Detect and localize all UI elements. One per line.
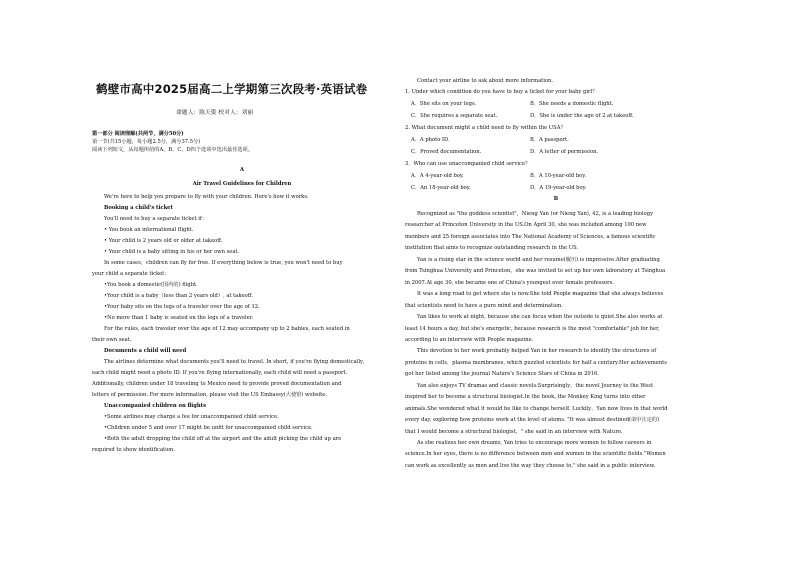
question-stem: 2. What document might a child need to fly within the USA？: [405, 125, 566, 131]
passage-line: according to an interview with People magazine.: [405, 336, 534, 343]
passage-line: •Your baby sits on the legs of a traveler over the age of 12.: [104, 304, 260, 311]
question-lead: Contact your airline to ask about more information.: [417, 78, 554, 84]
passage-line: inspired her to become a structural biologist.In the book, the Monkey King turns into other: [405, 394, 646, 401]
passage-line: This devotion to her work probably helped Yan in her research to identify the structures of: [417, 348, 657, 355]
passage-b-letter: B: [553, 196, 559, 202]
passage-line: •Some airlines may charge a fee for unaccompanied child service.: [104, 414, 279, 421]
answer-option[interactable]: A．She sits on your legs.: [411, 101, 477, 107]
passage-line: your child a separate ticket：: [92, 271, 170, 278]
passage-line: For the rules, each traveler over the age of 12 may accompany up to 2 babies, each seated in: [104, 326, 350, 333]
passage-line: every day, exploring how proteins work at the level of atoms. "It was almost destined(命中注定的): [405, 417, 660, 424]
passage-line: Yan also enjoys TV dramas and classic novels.Surprisingly，the novel Journey to the West: [417, 382, 654, 389]
passage-line: We're here to help you prepare to fly with your children. Here's how it works.: [104, 194, 309, 200]
passage-line: can work as excellently as men and live the way they choose to," she said in a public interview.: [405, 462, 656, 469]
answer-option[interactable]: B．A 10-year-old boy.: [530, 173, 587, 179]
passage-line: least 14 hours a day, but she's energetic, because research is the most "comfortable" job for her,: [405, 325, 660, 332]
passage-line: from Tsinghua University and Princeton，she was invited to set up her own laboratory at Tsinghua: [405, 268, 666, 275]
passage-line: In some cases，children can fly for free. If everything below is true, you won't need to buy: [104, 260, 343, 267]
answer-option[interactable]: C．Proved documentation.: [411, 149, 482, 155]
passage-line: science.In her eyes, there is no difference between men and women in the scientific fields."Women: [405, 451, 666, 458]
answer-option[interactable]: D．She is under the age of 2 at takeoff.: [530, 113, 634, 119]
passage-line: Recognized as "the goddess scientist"，Nieng Yan (or Nieng Yan), 42, is a leading biology: [417, 211, 654, 217]
passage-line: •You book a domestic(国内的) flight.: [104, 282, 198, 289]
passage-line: It was a long road to get where she is now.She told People magazine that she always believes: [417, 291, 664, 298]
passage-line: that scientists need to have a pure mind and determination.: [405, 302, 563, 309]
passage-line: researcher at Princeton University in the US.On April 30, she was included among 100 new: [405, 222, 647, 229]
passage-line: As she realizes her own dreams, Yan tries to encourage more women to follow careers in: [417, 440, 652, 446]
part-title: 第一部分 阅读理解(共两节，满分50分): [92, 131, 184, 137]
passage-line: animals.She wondered what it would be like to change herself. Luckily，Yan now lives in that world: [405, 405, 668, 412]
section-heading: Unaccompanied children on flights: [104, 403, 206, 410]
answer-option[interactable]: A．A 4-year-old boy.: [411, 173, 464, 179]
answer-option[interactable]: D．A letter of permission.: [530, 149, 599, 155]
passage-line: in 2007.At age 30, she became one of China's youngest ever female professors.: [405, 279, 614, 286]
passage-line: •Both the adult dropping the child off at the airport and the adult picking the child up are: [104, 436, 342, 443]
passage-line: •Your child is a baby（less than 2 years old）, at takeoff.: [104, 293, 253, 300]
section-heading: Documents a child will need: [104, 348, 187, 355]
passage-line: Additionally, children under 18 traveling to Mexico need to provide proved documentation and: [92, 381, 342, 388]
passage-line: required to show identification.: [92, 447, 175, 454]
answer-option[interactable]: D．A 19-year-old boy.: [530, 185, 587, 191]
passage-line: • Your child is a baby sitting in his or her own seat.: [104, 249, 240, 256]
sub-title: 第一节(共15小题，每小题2.5分，满分37.5分): [92, 139, 201, 145]
passage-line: their own seat.: [92, 337, 132, 344]
author-line: 命题人：陈天姿 校对人：刘丽: [176, 110, 254, 116]
question-stem: 1. Under which condition do you have to buy a ticket for your baby girl？: [405, 89, 598, 95]
passage-line: Yan likes to work at night, because she can focus when the outside is quiet.She also works at: [417, 314, 663, 321]
passage-line: got her listed among the journal Nature's Science Stars of China in 2016.: [405, 371, 599, 378]
passage-line: The airlines determine what documents you'll need to travel. In short, if you're flying domestically，: [104, 359, 369, 366]
passage-line: proteins in cells，plasma membranes, which puzzled scientists for half a century.Her achievements: [405, 359, 667, 366]
passage-line: •Children under 5 and over 17 might be unfit for unaccompanied child service.: [104, 425, 313, 432]
passage-line: letters of permission. For more information, please visit the US Embassy(大使馆) website.: [92, 392, 327, 399]
question-stem: 3．Who can use unaccompanied child service？: [405, 161, 531, 167]
section-heading: Booking a child's ticket: [104, 205, 173, 211]
passage-line: • You book an international flight.: [104, 227, 194, 234]
answer-option[interactable]: B．A passport.: [530, 137, 569, 143]
exam-title: 鹤壁市高中2025届高二上学期第三次段考·英语试卷: [96, 82, 368, 96]
passage-line: Yan is a rising star in the science world and her resume(履历) is impressive.After graduating: [417, 256, 660, 263]
passage-line: • Your child is 2 years old or older at takeoff.: [104, 238, 223, 245]
passage-line: You'll need to buy a separate ticket if：: [104, 216, 208, 223]
passage-line: •No more than 1 baby is seated on the legs of a traveler.: [104, 315, 254, 322]
answer-option[interactable]: C．She requires a separate seat.: [411, 113, 498, 119]
answer-option[interactable]: A．A photo ID．: [411, 137, 454, 143]
passage-line: members and 25 foreign associates into The National Academy of Sciences, a famous scientific: [405, 233, 656, 240]
instruction: 阅读下列短文，从每题所给的A、B、C、D四个选项中选出最佳选项。: [92, 147, 253, 153]
answer-option[interactable]: B．She needs a domestic flight.: [530, 101, 614, 107]
passage-line: institution that aims to recognize outstanding research in the US.: [405, 245, 579, 252]
answer-option[interactable]: C．An 18-year-old boy.: [411, 185, 471, 191]
passage-a-letter: A: [239, 167, 245, 173]
passage-line: that I would become a structural biologist，" she said in an interview with Nature.: [405, 428, 623, 435]
passage-a-title: Air Travel Guidelines for Children: [192, 181, 292, 187]
passage-line: each child might need a photo ID. If you're flying internationally, each child will need a passport.: [92, 370, 348, 377]
